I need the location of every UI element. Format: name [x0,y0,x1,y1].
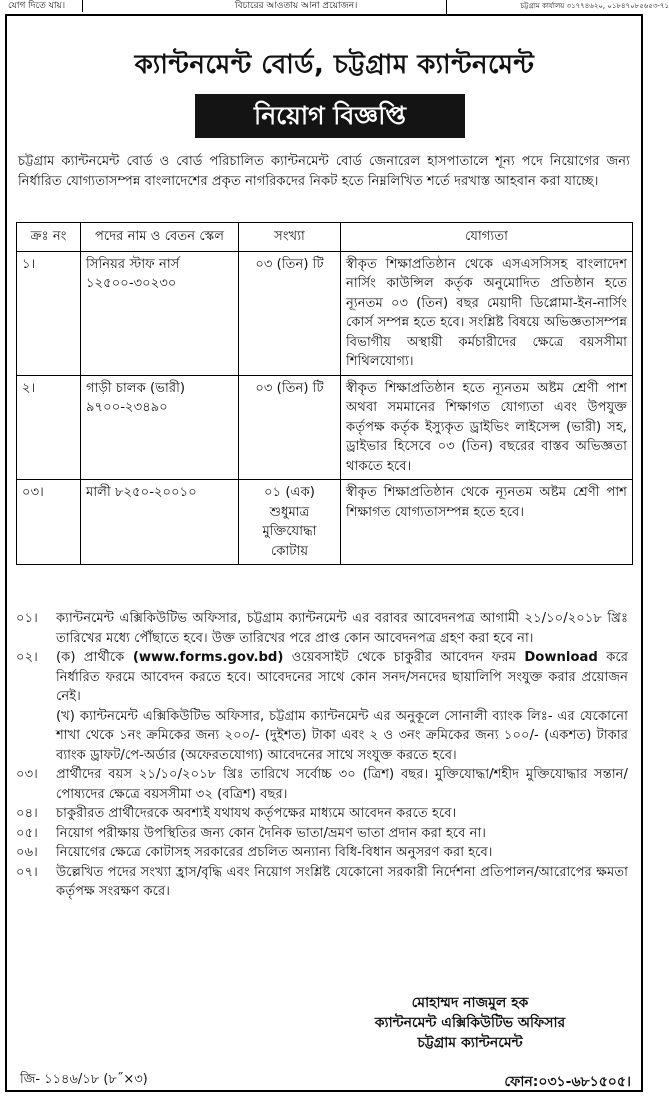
note-text: চাকুরীরত প্রার্থীদেরকে অবশ্যই যথাযথ কর্তৃপক্ষের মাধ্যমে আবেদন করতে হবে। [56,806,457,821]
signatory-office: চট্টগ্রাম ক্যান্টনমেন্ট [417,1035,523,1051]
signature-block [320,993,620,1053]
note-text: নিয়োগ পরীক্ষায় উপস্থিতির জন্য কোন দৈনিক ভাতা/ভ্রমণ ভাতা প্রদান করা হবে না। [56,825,487,841]
note-number: ০২। [16,650,38,665]
note-text: (খ) ক্যান্টনমেন্ট এক্সিকিউটিভ অফিসার, চট্টগ্রাম ক্যান্টনমেন্ট এর অনুকূলে সোনালী ব্যাংক লিঃ- এর যেকোনো শাখা থেকে ১নং ক্রমিকের জন্য ২০০/- (দুইশত) টাকা এবং ২ ও ৩নং ক্রমিকের জন্য ১০০/- (একশত) টাকার ব্যাংক ড্রাফট/পে-অর্ডার (অফেরতযোগ্য) আবেদনের সাথে সংযুক্ত করতে হবে। [56,708,628,763]
note-text-part: (ক) প্রার্থীকে [56,650,133,665]
list-item [16,648,628,707]
table-header-row [17,223,633,252]
note-text [56,648,628,707]
signatory-designation: ক্যান্টনমেন্ট এক্সিকিউটিভ অফিসার [374,1015,566,1031]
note-number: ০৪। [16,806,38,821]
table-row [17,480,633,565]
notice-banner: নিয়োগ বিজ্ঞপ্তি [195,94,465,138]
row-qualification: স্বীকৃত শিক্ষাপ্রতিষ্ঠান থেকে এসএসসিসহ বাংলাদেশ নার্সিং কাউন্সিল কর্তৃক অনুমোদিত প্রতিষ্ঠান হতে ন্যূনতম ০৩ (তিন) বছর মেয়াদী ডিপ্লোমা-ইন-নার্সিং কোর্স সম্পন্ন হতে হবে। সংশ্লিষ্ট বিষয়ে অভিজ্ঞতাসম্পন্ন বিভাগীয় অস্থায়ী কর্মচারীদের ক্ষেত্রে বয়সসীমা শিথিলযোগ্য। [341,251,633,375]
note-number: ০৩। [16,767,38,782]
top-strip-divider [82,0,83,12]
post-name: গাড়ী চালক (ভারী) [86,380,185,396]
signatory-name: মোহাম্মদ নাজমুল হক [411,995,529,1011]
list-item [16,863,628,902]
header-serial: ক্রঃ নং [17,223,81,252]
reference-number: জি- ১১৪৬/১৮ (৮˝×৩) [20,1072,148,1087]
pay-scale: ১২৫০০-৩০২৩০ [86,276,177,291]
row-count [239,480,341,565]
header-qualification: যোগ্যতা [341,223,633,252]
note-number: ০৫। [16,825,38,841]
quota-note: শুধুমাত্র মুক্তিযোদ্ধা কোটায় [262,504,317,559]
list-item [16,824,628,844]
note-number: ০৭। [16,864,38,880]
note-text-part: ওয়েবসাইট থেকে চাকুরীর আবেদন ফরম [283,650,525,665]
note-number: ০৬। [16,845,38,860]
row-qualification: স্বীকৃত শিক্ষাপ্রতিষ্ঠান থেকে ন্যূনতম অষ্টম শ্রেণী পাশ শিক্ষাগত যোগ্যতাসম্পন্ন হতে হবে। [341,480,633,565]
intro-paragraph: চট্টগ্রাম ক্যান্টনমেন্ট বোর্ড ও বোর্ড পরিচালিত ক্যান্টনমেন্ট বোর্ড জেনারেল হাসপাতালে শূন্য পদে নিয়োগের জন্য নির্ধারিত যোগ্যতাসম্পন্ন বাংলাদেশের প্রকৃত নাগরিকদের নিকট হতে নিম্নলিখিত শর্তে দরখাস্ত আহবান করা যাচ্ছে। [18,154,630,189]
row-serial: ০৩। [17,480,81,565]
table-row [17,251,633,375]
terms-list [16,609,628,902]
note-text: ক্যান্টনমেন্ট এক্সিকিউটিভ অফিসার, চট্টগ্রাম ক্যান্টনমেন্ট এর বরাবর আবেদনপত্র আগামী ২১/১০/২০১৮ খ্রিঃ তারিখের মধ্যে পৌঁছাতে হবে। উক্ত তারিখের পরে প্রাপ্ত কোন আবেদনপত্র গ্রহণ করা হবে না। [56,611,628,646]
row-post: মালী ৮২৫০-২০০১০ [81,480,239,565]
row-serial: ১। [17,251,81,375]
note-text: প্রার্থীদের বয়স ২১/১০/২০১৮ খ্রিঃ তারিখে সর্বোচ্চ ৩০ (ত্রিশ) বছর। মুক্তিযোদ্ধা/শহীদ মুক্তিযোদ্ধার সন্তান/পোষ্যদের ক্ষেত্রে বয়সসীমা ৩২ (বত্রিশ) বছর। [56,767,628,802]
note-text-part: করে নির্ধারিত ফরমে আবেদন করতে হবে। আবেদনের সাথে কোন সনদ/সনদের ছায়ালিপি সংযুক্ত করার প্রয়োজন নেই। [56,650,629,704]
row-count: ০৩ (তিন) টি [239,375,341,480]
note-text: উল্লেখিত পদের সংখ্যা হ্রাস/বৃদ্ধি এবং নিয়োগ সংশ্লিষ্ট যেকোনো সরকারী নির্দেশনা প্রতিপালন/আরোপের ক্ষমতা কর্তৃপক্ষ সংরক্ষণ করে। [56,864,628,899]
vacancy-table [16,222,633,565]
row-qualification: স্বীকৃত শিক্ষাপ্রতিষ্ঠান হতে ন্যূনতম অষ্টম শ্রেণী পাশ অথবা সমমানের শিক্ষাগত যোগ্যতা এবং উপযুক্ত কর্তৃপক্ষ কর্তৃক ইস্যুকৃত ড্রাইভিং লাইসেন্স (ভারী) সহ, ড্রাইভার হিসেবে ০৩ (তিন) বছরের বাস্তব অভিজ্ঞতা থাকতে হবে। [341,375,633,480]
top-strip-center: বিচারের আওতায় আনা প্রয়োজন। [235,1,358,11]
pay-scale: ৯৭০০-২৩৪৯০ [86,400,168,415]
count-value: ০১ (এক) [264,485,315,500]
list-item [16,707,628,766]
top-strip-divider [446,0,447,14]
phone-number: ফোন:০৩১-৬৮১৫০৫। [504,1074,631,1090]
note-number [16,707,56,766]
post-name: সিনিয়র স্টাফ নার্স [86,256,180,272]
row-serial: ২। [17,375,81,480]
header-post: পদের নাম ও বেতন স্কেল [81,223,239,252]
note-number: ০১। [16,611,38,626]
row-post [81,375,239,480]
list-item [16,609,628,648]
top-strip-left: যোগ দিতে যায়। [8,1,66,11]
header-count: সংখ্যা [239,223,341,252]
organization-title: ক্যান্টনমেন্ট বোর্ড, চট্টগ্রাম ক্যান্টনমেন্ট [134,50,535,80]
list-item [16,765,628,804]
download-keyword: Download [524,650,598,665]
list-item [16,804,628,824]
top-strip-right: চট্টগ্রাম কার্যালয় ৩১৭৭৪৬২০, ০১৮৪৭০৮৫৬৫৩-৭১ [520,2,669,10]
table-row [17,375,633,480]
forms-website-link[interactable]: (www.forms.gov.bd) [132,650,284,665]
top-strip [0,0,669,14]
list-item [16,843,628,863]
row-count: ০৩ (তিন) টি [239,251,341,375]
row-post [81,251,239,375]
note-text: নিয়োগের ক্ষেত্রে কোটাসহ সরকারের প্রচলিত অন্যান্য বিধি-বিধান অনুসরণ করা হবে। [56,845,493,860]
